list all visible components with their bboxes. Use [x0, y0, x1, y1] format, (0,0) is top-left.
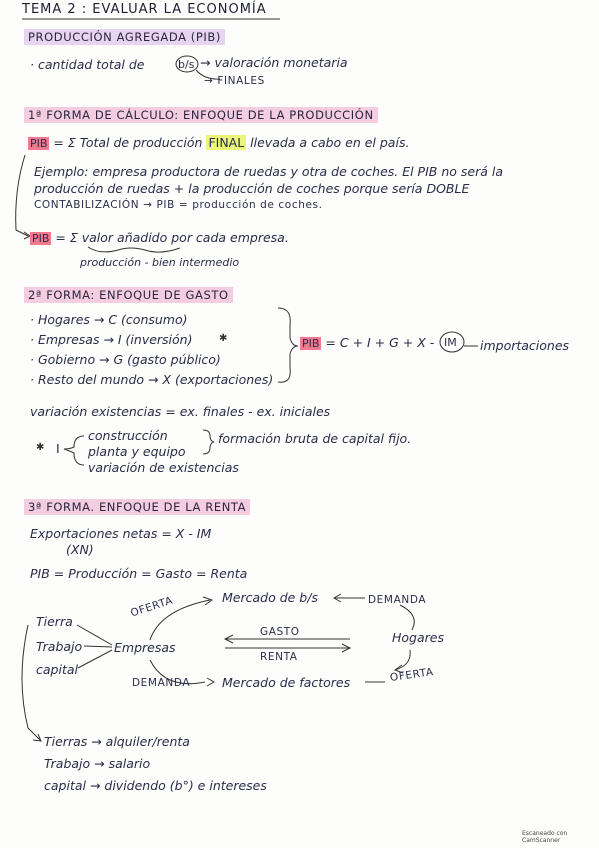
example-line-2: producción de ruedas + la producción de coches porque sería DOBLE [34, 181, 470, 196]
example-line-3: CONTABILIZACIÓN → PIB = producción de coches. [34, 199, 323, 211]
bs-circled: b/s [178, 58, 195, 71]
variacion-existencias: variación existencias = ex. finales - ex. iniciales [30, 404, 331, 419]
pib-label-3: PIB [302, 337, 320, 350]
section-heading-tercera-forma: 3ª FORMA. ENFOQUE DE LA RENTA [24, 500, 250, 515]
oferta-top-label: OFERTA [129, 594, 175, 620]
rent-trabajo: Trabajo → salario [44, 756, 151, 771]
star-icon: ✱ [219, 333, 228, 344]
cantidad-total-line: · cantidad total de [30, 57, 145, 72]
section-heading-segunda-forma: 2ª FORMA: ENFOQUE DE GASTO [24, 288, 233, 303]
pib-formula: PIB = C + I + G + X - [302, 335, 435, 350]
sub-variacion: variación de existencias [88, 460, 239, 475]
empresas-node: Empresas [114, 640, 176, 655]
pib-label-2: PIB [32, 232, 50, 245]
item-resto-mundo: · Resto del mundo → X (exportaciones) [30, 372, 274, 387]
formacion-bruta: formación bruta de capital fijo. [218, 431, 412, 446]
rent-capital: capital → dividendo (b°) e intereses [44, 778, 267, 793]
valor-anadido-line: PIB = Σ valor añadido por cada empresa. [32, 230, 289, 245]
factor-capital: capital [36, 662, 78, 677]
demanda-top-label: DEMANDA [368, 594, 427, 606]
star-icon-2: ✱ [36, 442, 45, 453]
i-label: I [56, 441, 60, 456]
mercado-factores: Mercado de factores [222, 675, 351, 690]
valoracion-monetaria: → valoración monetaria [200, 55, 348, 70]
importaciones-label: importaciones [480, 338, 570, 353]
item-gobierno: · Gobierno → G (gasto público) [30, 352, 221, 367]
example-line-1: Ejemplo: empresa productora de ruedas y otra de coches. El PIB no será la [34, 164, 503, 179]
finales-label: → FINALES [204, 75, 265, 87]
section-heading-produccion-agregada: PRODUCCIÓN AGREGADA (PIB) [24, 30, 225, 45]
im-circled: IM [444, 336, 457, 349]
sub-planta-equipo: planta y equipo [88, 444, 186, 459]
produccion-bien-intermedio: producción - bien intermedio [80, 256, 240, 269]
page-title: TEMA 2 : EVALUAR LA ECONOMÍA [22, 2, 267, 17]
pib-equality: PIB = Producción = Gasto = Renta [30, 566, 248, 581]
factor-trabajo: Trabajo [36, 639, 83, 654]
item-empresas: · Empresas → I (inversión) [30, 332, 193, 347]
item-hogares: · Hogares → C (consumo) [30, 312, 188, 327]
gasto-label: GASTO [260, 626, 300, 638]
factor-tierra: Tierra [36, 614, 73, 629]
section-heading-primera-forma: 1ª FORMA DE CÁLCULO: ENFOQUE DE LA PRODUCCIÓN [24, 108, 378, 123]
mercado-bys: Mercado de b/s [222, 590, 318, 605]
camscanner-footer: Escaneado con CamScanner [522, 830, 568, 844]
renta-label: RENTA [260, 651, 298, 663]
xn-label: (XN) [66, 542, 94, 557]
pib-label: PIB [30, 137, 48, 150]
demanda-bottom-label: DEMANDA [132, 677, 191, 689]
pib-definition: PIB = Σ Total de producción FINAL llevada a cabo en el país. [30, 135, 410, 150]
exportaciones-netas: Exportaciones netas = X - IM [30, 526, 212, 541]
final-highlight: FINAL [208, 135, 245, 150]
rent-tierras: Tierras → alquiler/renta [44, 734, 190, 749]
sub-construccion: construcción [88, 428, 168, 443]
oferta-bottom-label: OFERTA [389, 666, 435, 684]
hogares-node: Hogares [392, 630, 444, 645]
